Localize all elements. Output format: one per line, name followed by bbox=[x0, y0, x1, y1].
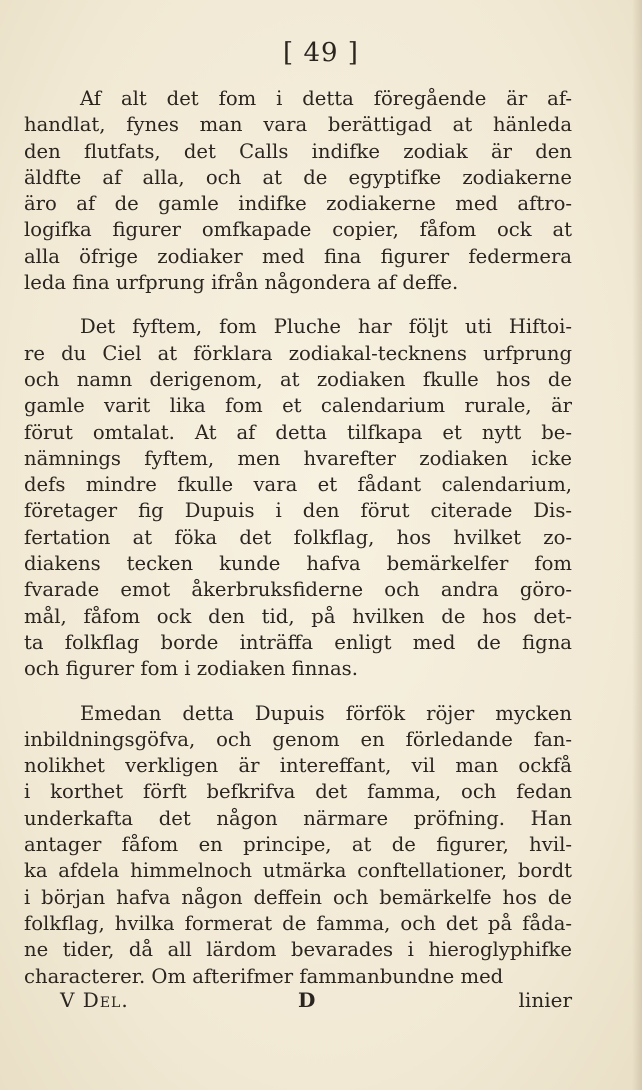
text-line: defs mindre fkulle vara et fådant calendarium, bbox=[24, 473, 572, 497]
text-line: nämnings fyftem, men hvarefter zodiaken icke bbox=[24, 446, 572, 470]
text-line: äro af de gamle indifke zodiakerne med aftro- bbox=[24, 192, 572, 216]
paragraph-gap bbox=[24, 683, 572, 701]
body-text bbox=[24, 86, 572, 990]
text-line: logifka figurer omfkapade copier, fåfom ock at bbox=[24, 218, 572, 242]
text-line: leda fina urfprung ifrån någondera af deffe. bbox=[24, 271, 459, 295]
text-line: folkflag, hvilka formerat de famma, och det på fåda- bbox=[24, 911, 572, 935]
text-line: förut omtalat. At af detta tilfkapa et nytt be- bbox=[24, 420, 572, 444]
paragraphs bbox=[24, 86, 572, 990]
paragraph-gap bbox=[24, 296, 572, 314]
text-line: inbildningsgöfva, och genom en förledande fan- bbox=[24, 727, 572, 751]
text-line: ka afdela himmelnoch utmärka conftellationer, bordt bbox=[24, 859, 572, 883]
text-line: fvarade emot åkerbruksfiderne och andra göro- bbox=[24, 578, 572, 602]
sheet-mark: D bbox=[298, 988, 316, 1012]
text-line: underkafta det någon närmare pröfning. Han bbox=[24, 806, 572, 830]
paragraph bbox=[24, 86, 572, 296]
text-line: ne tider, då all lärdom bevarades i hieroglyphifke bbox=[24, 938, 572, 962]
catchword: linier bbox=[518, 988, 572, 1012]
text-line: nolikhet verkligen är intereffant, vil man ockfå bbox=[24, 754, 572, 778]
page-footer bbox=[24, 988, 572, 1016]
text-line: characterer. Om afterifmer fammanbundne med bbox=[24, 964, 504, 988]
text-line: äldfte af alla, och at de egyptifke zodiakerne bbox=[24, 165, 572, 189]
text-line: handlat, fynes man vara berättigad at hänleda bbox=[24, 113, 572, 137]
signature-mark: V Del. bbox=[60, 988, 129, 1012]
text-line: fertation at föka det folkflag, hos hvilket zo- bbox=[24, 525, 572, 549]
text-line: Det fyftem, fom Pluche har följt uti Hiftoi- bbox=[80, 315, 572, 339]
page-edge-shadow bbox=[632, 0, 642, 1090]
text-line: i början hafva någon deffein och bemärkelfe hos de bbox=[24, 885, 572, 909]
text-line: alla öfrige zodiaker med fina figurer federmera bbox=[24, 244, 572, 268]
paragraph bbox=[24, 701, 572, 990]
text-line: re du Ciel at förklara zodiakal-tecknens urfprung bbox=[24, 341, 572, 365]
text-line: mål, fåfom ock den tid, på hvilken de hos det- bbox=[24, 604, 572, 628]
text-line: antager fåfom en principe, at de figurer, hvil- bbox=[24, 833, 572, 857]
text-line: Af alt det fom i detta föregående är af- bbox=[80, 87, 572, 110]
text-line: ta folkflag borde inträffa enligt med de figna bbox=[24, 630, 572, 654]
text-line: Emedan detta Dupuis förfök röjer mycken bbox=[80, 701, 572, 725]
text-line: och figurer fom i zodiaken finnas. bbox=[24, 657, 358, 681]
text-line: och namn derigenom, at zodiaken fkulle hos de bbox=[24, 367, 572, 391]
paragraph bbox=[24, 314, 572, 682]
text-line: företager fig Dupuis i den förut citerade Dis- bbox=[24, 499, 572, 523]
text-line: den flutfats, det Calls indifke zodiak är den bbox=[24, 139, 572, 163]
page-number: [ 49 ] bbox=[283, 38, 359, 68]
text-line: i korthet förft befkrifva det famma, och fedan bbox=[24, 780, 572, 804]
text-line: gamle varit lika fom et calendarium rurale, är bbox=[24, 394, 572, 418]
text-line: diakens tecken kunde hafva bemärkelfer fom bbox=[24, 552, 572, 576]
